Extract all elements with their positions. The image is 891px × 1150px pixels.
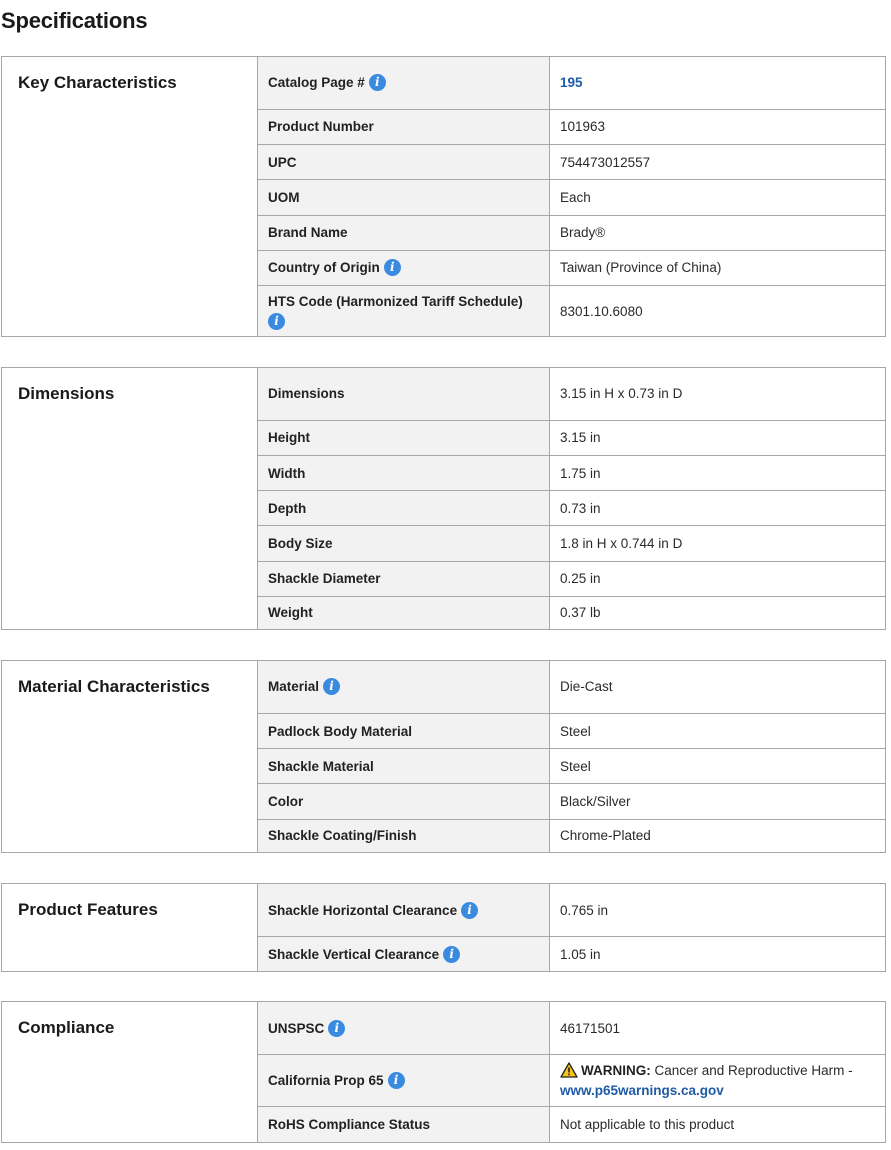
- spec-label: Catalog Page #: [268, 75, 365, 91]
- section-product-features: [1, 883, 886, 972]
- spec-label: RoHS Compliance Status: [258, 1107, 550, 1142]
- spec-label: Country of Origin: [268, 260, 380, 276]
- spec-row: [258, 491, 885, 526]
- catalog-page-link[interactable]: 195: [560, 75, 583, 91]
- spec-label: California Prop 65: [268, 1072, 384, 1088]
- spec-value: Brady®: [560, 225, 606, 241]
- spec-label: Material: [268, 679, 320, 695]
- info-icon[interactable]: i: [323, 678, 340, 695]
- spec-value: 1.75 in: [560, 465, 601, 481]
- section-title: Compliance: [2, 1002, 258, 1142]
- spec-label: Color: [258, 784, 550, 818]
- spec-row: [258, 562, 885, 597]
- spec-row: [258, 110, 885, 145]
- section-title: Key Characteristics: [2, 57, 258, 336]
- spec-row: [258, 884, 885, 937]
- spec-row: [258, 526, 885, 561]
- spec-row: [258, 1107, 885, 1142]
- spec-value: 0.73 in: [560, 500, 601, 516]
- p65-warnings-link[interactable]: www.p65warnings.ca.gov: [560, 1082, 724, 1098]
- spec-label: UOM: [258, 180, 550, 214]
- spec-label: Shackle Diameter: [258, 562, 550, 596]
- section-dimensions: [1, 367, 886, 630]
- warning-label: WARNING:: [581, 1062, 651, 1078]
- spec-row: [258, 1002, 885, 1055]
- spec-row: [258, 820, 885, 852]
- info-icon[interactable]: i: [328, 1020, 345, 1037]
- spec-value: Chrome-Plated: [560, 828, 651, 844]
- spec-row: [258, 1055, 885, 1106]
- spec-label: UNSPSC: [268, 1020, 325, 1036]
- spec-row: [258, 937, 885, 971]
- warning-triangle-icon: [560, 1062, 578, 1082]
- spec-label: Product Number: [258, 110, 550, 144]
- section-key-characteristics: [1, 56, 886, 337]
- page-title: Specifications: [1, 8, 148, 33]
- section-compliance: [1, 1001, 886, 1143]
- spec-value: 0.37 lb: [560, 605, 601, 621]
- spec-row: [258, 286, 885, 336]
- spec-row: [258, 784, 885, 819]
- spec-label: Depth: [258, 491, 550, 525]
- info-icon[interactable]: i: [443, 946, 460, 963]
- spec-value: Not applicable to this product: [560, 1116, 735, 1132]
- section-title: Material Characteristics: [2, 661, 258, 852]
- spec-row: [258, 421, 885, 456]
- spec-label: HTS Code (Harmonized Tariff Schedule): [268, 293, 523, 309]
- section-title: Product Features: [2, 884, 258, 971]
- spec-value: 3.15 in: [560, 430, 601, 446]
- spec-label: Shackle Coating/Finish: [258, 820, 550, 852]
- spec-row: [258, 251, 885, 286]
- spec-value: 1.8 in H x 0.744 in D: [560, 535, 683, 551]
- section-material-characteristics: [1, 660, 886, 853]
- spec-value: Each: [560, 189, 591, 205]
- info-icon[interactable]: i: [461, 902, 478, 919]
- spec-value: Taiwan (Province of China): [560, 260, 722, 276]
- spec-label: Body Size: [258, 526, 550, 560]
- section-title: Dimensions: [2, 368, 258, 629]
- spec-value: 1.05 in: [560, 946, 601, 962]
- spec-value: Steel: [560, 723, 591, 739]
- spec-value: 46171501: [560, 1020, 621, 1036]
- spec-row: [258, 216, 885, 251]
- spec-value: Steel: [560, 758, 591, 774]
- spec-row: [258, 749, 885, 784]
- warning-text: Cancer and Reproductive Harm -: [654, 1062, 853, 1078]
- spec-row: [258, 456, 885, 491]
- spec-value: 3.15 in H x 0.73 in D: [560, 386, 683, 402]
- spec-row: [258, 180, 885, 215]
- spec-row: [258, 57, 885, 110]
- spec-label: Width: [258, 456, 550, 490]
- spec-label: UPC: [258, 145, 550, 179]
- info-icon[interactable]: i: [268, 313, 285, 330]
- spec-row: [258, 714, 885, 749]
- spec-label: Weight: [258, 597, 550, 629]
- spec-value: 101963: [560, 119, 606, 135]
- spec-label: Shackle Vertical Clearance: [268, 946, 440, 962]
- spec-value: 8301.10.6080: [560, 303, 643, 319]
- prop65-warning: [560, 1062, 853, 1099]
- info-icon[interactable]: i: [388, 1072, 405, 1089]
- spec-label: Shackle Horizontal Clearance: [268, 902, 458, 918]
- spec-label: Padlock Body Material: [258, 714, 550, 748]
- spec-label: Shackle Material: [258, 749, 550, 783]
- spec-value: Die-Cast: [560, 679, 613, 695]
- spec-value: Black/Silver: [560, 794, 631, 810]
- spec-label: Height: [258, 421, 550, 455]
- spec-row: [258, 145, 885, 180]
- spec-label: Brand Name: [258, 216, 550, 250]
- spec-value: 0.25 in: [560, 571, 601, 587]
- spec-row: [258, 368, 885, 421]
- info-icon[interactable]: i: [384, 259, 401, 276]
- info-icon[interactable]: i: [369, 74, 386, 91]
- spec-label: Dimensions: [258, 368, 550, 420]
- spec-value: 754473012557: [560, 154, 651, 170]
- spec-row: [258, 597, 885, 629]
- spec-value: 0.765 in: [560, 902, 609, 918]
- spec-row: [258, 661, 885, 714]
